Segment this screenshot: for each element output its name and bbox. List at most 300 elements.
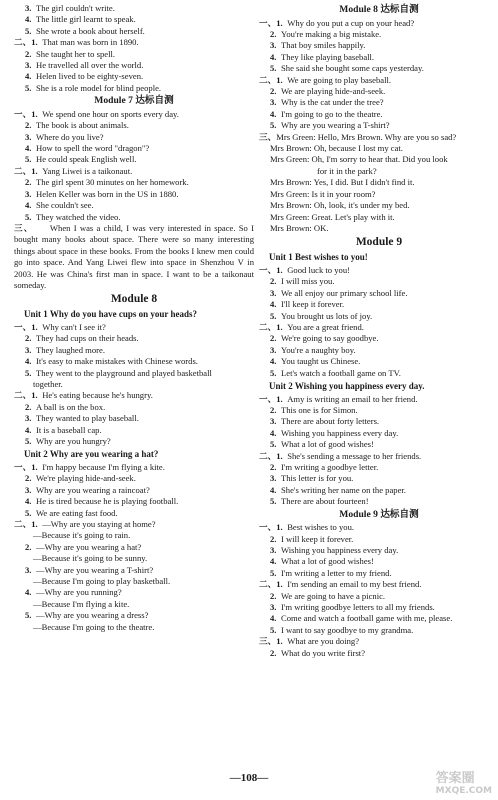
item-number: 2. [270, 404, 277, 415]
item-number: 5. [270, 63, 277, 74]
section-number: 三、 [259, 131, 277, 142]
section-number: 一、 [259, 17, 277, 28]
answer-line [14, 14, 254, 25]
answer-text: —Because I'm going to play basketball. [33, 576, 171, 587]
item-number: 3. [270, 545, 277, 556]
answer-line [259, 132, 498, 143]
answer-text: Yang Liwei is a taikonaut. [42, 165, 133, 176]
answer-text: She's writing her name on the paper. [281, 484, 406, 495]
answer-line [14, 109, 254, 120]
item-number: 2. [270, 462, 277, 472]
answer-line [14, 60, 254, 71]
answer-text: She is a role model for blind people. [36, 82, 162, 93]
answer-text: Helen lived to be eighty-seven. [36, 71, 144, 82]
item-number: 4. [270, 299, 277, 310]
answer-line [259, 485, 498, 496]
answer-line [14, 542, 254, 553]
section-number: 二、 [14, 390, 32, 401]
item-number: 1. [31, 462, 38, 472]
item-number: 1. [276, 579, 283, 590]
answer-text: The book is about animals. [36, 120, 129, 131]
item-number: 1. [31, 390, 38, 401]
section-number: 一、 [14, 108, 32, 119]
answer-text: A ball is on the box. [36, 401, 106, 412]
answer-text: I will miss you. [281, 276, 335, 287]
item-number: 4. [25, 143, 32, 154]
item-number: 5. [25, 82, 32, 93]
paragraph-text: When I was a child, I was very interested in space. So I bought many books about space. There were so many interesting things about space in these books. From the books I knew men could go into space. And Yang Liwei flew into space in Shenzhou V in 2003. He was China's first man in space. I want to be a taikonaut someday. [14, 222, 254, 290]
answer-text: The girl couldn't write. [36, 3, 115, 13]
answer-line [259, 556, 498, 567]
answer-text: You taught us Chinese. [281, 356, 361, 367]
answer-line [14, 565, 254, 576]
answer-line [14, 485, 254, 496]
answer-line [14, 390, 254, 401]
answer-text: I'm sending an email to my best friend. [287, 579, 422, 590]
answer-line [14, 83, 254, 94]
answer-line [14, 508, 254, 519]
section-number: 二、 [259, 74, 277, 85]
answer-line [14, 3, 254, 14]
item-number: 2. [25, 120, 32, 131]
answer-line [14, 576, 254, 587]
section-number: 二、 [259, 450, 277, 461]
answer-text: Let's watch a football game on TV. [281, 367, 401, 378]
answer-text: Why is the cat under the tree? [281, 97, 384, 108]
answer-text: That man was born in 1890. [42, 37, 139, 48]
answer-text: I'm writing goodbye letters to all my friends. [281, 602, 435, 613]
answer-text: Mrs Brown: Yes, I did. But I didn't find it. [270, 177, 415, 188]
item-number: 1. [276, 636, 283, 647]
item-number: 1. [276, 393, 283, 404]
answer-text: I'm writing a letter to my friend. [281, 567, 392, 578]
answer-line [14, 610, 254, 621]
answer-text: I'm writing a goodbye letter. [281, 462, 379, 472]
item-number: 5. [270, 567, 277, 578]
answer-text: —Because I'm flying a kite. [33, 598, 130, 609]
item-number: 5. [270, 624, 277, 635]
item-number: 2. [270, 333, 277, 344]
item-number: 3. [25, 3, 32, 13]
answer-text: This one is for Simon. [281, 404, 358, 415]
answer-line [14, 413, 254, 424]
answer-line [259, 625, 498, 636]
answer-line [14, 120, 254, 131]
answer-text: We all enjoy our primary school life. [281, 287, 408, 298]
answer-line [14, 368, 254, 379]
section-heading: Module 9 达标自测 [339, 508, 419, 520]
answer-text: We are eating fast food. [36, 507, 118, 518]
answer-text: Wishing you happiness every day. [281, 545, 399, 556]
answer-text: —Because I'm going to the theatre. [33, 621, 155, 632]
section-heading: Module 7 达标自测 [94, 95, 174, 107]
answer-text: You're making a big mistake. [281, 29, 382, 39]
answer-line [14, 530, 254, 541]
answer-line [259, 265, 498, 276]
answer-line [259, 200, 498, 211]
answer-line [259, 223, 498, 234]
answer-text: There are about fourteen! [281, 496, 369, 507]
item-number: 2. [25, 177, 32, 188]
answer-text: Mrs Green: Is it in your room? [270, 188, 376, 199]
answer-line [259, 75, 498, 86]
answer-line [259, 473, 498, 484]
answer-line [14, 333, 254, 344]
item-number: 1. [276, 74, 283, 85]
answer-text: What a lot of good wishes! [281, 556, 374, 567]
item-number: 4. [270, 108, 277, 119]
answer-line [259, 416, 498, 427]
answer-text: We spend one hour on sports every day. [42, 108, 179, 119]
item-number: 5. [270, 120, 277, 131]
item-number: 3. [270, 416, 277, 427]
answer-text: They had cups on their heads. [36, 333, 139, 344]
item-number: 4. [270, 356, 277, 367]
answer-text: Why do you put a cup on your head? [287, 17, 415, 28]
right-column [259, 3, 498, 659]
answer-line [14, 132, 254, 143]
section-heading: Unit 1 Why do you have cups on your heads? [24, 309, 197, 320]
answer-line [14, 587, 254, 598]
item-number: 4. [25, 496, 32, 507]
answer-text: It's easy to make mistakes with Chinese words. [36, 356, 198, 367]
answer-text: There are about forty letters. [281, 416, 380, 427]
section-number: 一、 [259, 393, 277, 404]
answer-line [14, 49, 254, 60]
answer-text: —Because it's going to rain. [33, 530, 131, 541]
section-number: 三、 [259, 636, 277, 647]
answer-line [14, 379, 254, 390]
answer-line [259, 212, 498, 223]
answer-text: They wanted to play baseball. [36, 413, 139, 424]
answer-text: Where do you live? [36, 131, 104, 142]
answer-line [259, 356, 498, 367]
item-number: 4. [25, 200, 32, 211]
answer-text: He travelled all over the world. [36, 60, 144, 71]
answer-line [14, 200, 254, 211]
answer-text: This letter is for you. [281, 473, 354, 484]
item-number: 5. [25, 154, 32, 165]
answer-text: We are going to play baseball. [287, 74, 392, 85]
item-number: 4. [270, 556, 277, 567]
answer-line [14, 425, 254, 436]
item-number: 2. [270, 29, 277, 39]
item-number: 2. [25, 401, 32, 412]
item-number: 3. [270, 602, 277, 613]
answer-line [259, 333, 498, 344]
answer-line [259, 545, 498, 556]
essay-paragraph [14, 223, 254, 291]
answer-text: You're a naughty boy. [281, 344, 356, 355]
answer-text: What a lot of good wishes! [281, 439, 374, 450]
answer-line [259, 143, 498, 154]
section-number: 三、 [14, 222, 34, 233]
answer-line [259, 534, 498, 545]
answer-line [14, 71, 254, 82]
answer-text: He's eating because he's hungry. [42, 390, 153, 401]
item-number: 1. [31, 108, 38, 119]
answer-line [14, 496, 254, 507]
answer-text: Best wishes to you. [287, 522, 355, 533]
answer-text: I will keep it forever. [281, 533, 354, 544]
item-number: 2. [270, 276, 277, 287]
item-number: 4. [25, 356, 32, 367]
answer-line [14, 322, 254, 333]
item-number: 3. [270, 287, 277, 298]
item-number: 4. [25, 71, 32, 82]
answer-line [259, 648, 498, 659]
answer-text: He could speak English well. [36, 154, 137, 165]
answer-text: I'm going to go to the theatre. [281, 108, 383, 119]
item-number: 1. [31, 165, 38, 176]
answer-text: He is tired because he is playing football. [36, 496, 179, 507]
answer-line [259, 29, 498, 40]
answer-text: We're playing hide-and-seek. [36, 473, 136, 484]
section-heading: Module 8 [110, 293, 158, 306]
answer-text: They went to the playground and played basketball [36, 367, 212, 378]
answer-line [259, 451, 498, 462]
item-number: 2. [270, 533, 277, 544]
answer-line [14, 177, 254, 188]
answer-line [259, 405, 498, 416]
answer-line [14, 212, 254, 223]
item-number: 2. [270, 86, 277, 97]
item-number: 3. [25, 484, 32, 495]
answer-text: together. [33, 378, 63, 389]
answer-text: —Why are you staying at home? [42, 519, 156, 530]
answer-line [14, 473, 254, 484]
item-number: 2. [270, 647, 277, 658]
section-number: 二、 [259, 321, 277, 332]
section-heading: Unit 2 Wishing you happiness every day. [269, 380, 425, 391]
item-number: 1. [31, 321, 38, 332]
answer-text: Mrs Brown: OK. [270, 222, 329, 233]
section-number: 二、 [14, 519, 32, 530]
answer-line [259, 636, 498, 647]
answer-line [259, 311, 498, 322]
item-number: 3. [25, 188, 32, 199]
answer-line [259, 40, 498, 51]
item-number: 3. [25, 344, 32, 355]
answer-line [259, 63, 498, 74]
section-number: 二、 [259, 579, 277, 590]
answer-text: You are a great friend. [287, 321, 364, 332]
answer-line [259, 568, 498, 579]
answer-text: We're going to say goodbye. [281, 333, 379, 344]
answer-line [259, 86, 498, 97]
answer-line [259, 189, 498, 200]
answer-text: Mrs Brown: Oh, look, it's under my bed. [270, 200, 410, 211]
answer-line [259, 52, 498, 63]
answer-line [259, 109, 498, 120]
item-number: 5. [25, 436, 32, 446]
answer-text: —Why are you wearing a dress? [36, 610, 149, 621]
answer-line [259, 591, 498, 602]
answer-text: —Why are you wearing a T-shirt? [36, 564, 154, 575]
section-number: 一、 [259, 522, 277, 533]
item-number: 4. [270, 484, 277, 495]
answer-text: Mrs Green: Oh, I'm sorry to hear that. Did you look [270, 154, 448, 165]
answer-line [259, 288, 498, 299]
answer-text: —Why are you running? [36, 587, 122, 598]
answer-line [14, 166, 254, 177]
answer-line [259, 462, 498, 473]
item-number: 4. [270, 427, 277, 438]
answer-line [259, 177, 498, 188]
answer-line [259, 368, 498, 379]
answer-text: I'll keep it forever. [281, 299, 345, 310]
answer-line [14, 462, 254, 473]
answer-text: Good luck to you! [287, 264, 350, 275]
answer-text: We are playing hide-and-seek. [281, 86, 386, 97]
answer-text: Mrs Green: Hello, Mrs Brown. Why are you so sad? [276, 131, 457, 142]
answer-line [14, 553, 254, 564]
answer-line [259, 394, 498, 405]
answer-line [259, 276, 498, 287]
item-number: 1. [276, 450, 283, 461]
answer-text: Helen Keller was born in the US in 1880. [36, 188, 179, 199]
item-number: 5. [270, 496, 277, 507]
section-number: 一、 [259, 264, 277, 275]
answer-line [259, 439, 498, 450]
section-number: 一、 [14, 321, 32, 332]
section-heading: Unit 1 Best wishes to you! [269, 252, 368, 263]
answer-line [14, 436, 254, 447]
item-number: 5. [25, 25, 32, 36]
answer-text: Why are you wearing a raincoat? [36, 484, 150, 495]
item-number: 3. [25, 564, 32, 575]
answer-text: —Why are you wearing a hat? [36, 541, 142, 552]
answer-line [14, 143, 254, 154]
answer-text: She couldn't see. [36, 200, 94, 211]
item-number: 1. [31, 519, 38, 530]
item-number: 1. [276, 17, 283, 28]
section-heading: Module 9 [355, 236, 403, 249]
answer-text: That boy smiles happily. [281, 40, 366, 51]
answer-line [14, 345, 254, 356]
item-number: 2. [25, 541, 32, 552]
answer-text: She taught her to spell. [36, 48, 116, 59]
item-number: 4. [25, 14, 32, 25]
answer-line [259, 496, 498, 507]
section-heading: Unit 2 Why are you wearing a hat? [24, 449, 159, 460]
answer-text: Come and watch a football game with me, please. [281, 613, 453, 624]
answer-text: I'm happy because I'm flying a kite. [42, 462, 165, 472]
item-number: 2. [25, 333, 32, 344]
item-number: 3. [25, 60, 32, 71]
item-number: 3. [270, 344, 277, 355]
item-number: 4. [270, 613, 277, 624]
item-number: 5. [25, 367, 32, 378]
watermark-logo: 答案圈 MXQE.COM [435, 771, 492, 796]
item-number: 5. [270, 439, 277, 450]
item-number: 2. [25, 48, 32, 59]
answer-line [14, 154, 254, 165]
answer-line [259, 154, 498, 165]
item-number: 1. [276, 522, 283, 533]
item-number: 1. [31, 37, 38, 48]
answer-text: I want to say goodbye to my grandma. [281, 624, 414, 635]
answer-text: The little girl learnt to speak. [36, 14, 136, 25]
answer-text: Mrs Brown: Oh, because I lost my cat. [270, 143, 403, 154]
answer-text: We are going to have a picnic. [281, 590, 386, 601]
item-number: 3. [270, 40, 277, 51]
item-number: 5. [25, 610, 32, 621]
answer-text: —Because it's going to be sunny. [33, 553, 148, 564]
answer-line [14, 402, 254, 413]
item-number: 3. [270, 97, 277, 108]
page-number: —108— [229, 772, 269, 784]
answer-text: It is a baseball cap. [36, 424, 102, 435]
answer-text: Amy is writing an email to her friend. [287, 393, 418, 404]
answer-text: She's sending a message to her friends. [287, 450, 422, 461]
section-heading: Module 8 达标自测 [339, 4, 419, 15]
item-number: 5. [25, 507, 32, 518]
item-number: 4. [25, 424, 32, 435]
answer-text: What are you doing? [287, 636, 360, 647]
answer-text: for it in the park? [317, 165, 377, 176]
answer-text: Why can't I see it? [42, 321, 106, 332]
answer-text: Why are you hungry? [36, 436, 111, 446]
answer-text: You brought us lots of joy. [281, 310, 373, 321]
section-number: 二、 [14, 165, 32, 176]
item-number: 5. [270, 367, 277, 378]
section-number: 一、 [14, 462, 32, 472]
answer-line [259, 613, 498, 624]
left-column [14, 3, 254, 633]
item-number: 3. [270, 473, 277, 484]
answer-text: She wrote a book about herself. [36, 25, 145, 36]
answer-line [259, 345, 498, 356]
answer-text: The girl spent 30 minutes on her homework. [36, 177, 189, 188]
answer-line [14, 622, 254, 633]
answer-text: How to spell the word "dragon"? [36, 143, 150, 154]
answer-line [259, 579, 498, 590]
item-number: 2. [270, 590, 277, 601]
answer-line [259, 428, 498, 439]
answer-line [259, 97, 498, 108]
item-number: 1. [276, 321, 283, 332]
answer-text: She said she bought some caps yesterday. [281, 63, 424, 74]
answer-text: Wishing you happiness every day. [281, 427, 399, 438]
item-number: 5. [270, 310, 277, 321]
item-number: 1. [276, 264, 283, 275]
item-number: 4. [270, 51, 277, 62]
answer-text: Mrs Green: Great. Let's play with it. [270, 211, 395, 222]
answer-text: They watched the video. [36, 211, 121, 222]
item-number: 5. [25, 211, 32, 222]
item-number: 4. [25, 587, 32, 598]
answer-line [259, 522, 498, 533]
answer-line [259, 18, 498, 29]
answer-line [259, 299, 498, 310]
answer-line [14, 189, 254, 200]
answer-line [259, 322, 498, 333]
answer-line [14, 599, 254, 610]
answer-line [14, 37, 254, 48]
item-number: 3. [25, 413, 32, 424]
answer-line [259, 602, 498, 613]
answer-text: They like playing baseball. [281, 51, 375, 62]
answer-text: Why are you wearing a T-shirt? [281, 120, 390, 131]
answer-line [14, 519, 254, 530]
answer-text: What do you write first? [281, 647, 366, 658]
answer-line [259, 166, 498, 177]
answer-line [14, 26, 254, 37]
answer-line [14, 356, 254, 367]
section-number: 二、 [14, 37, 32, 48]
item-number: 3. [25, 131, 32, 142]
